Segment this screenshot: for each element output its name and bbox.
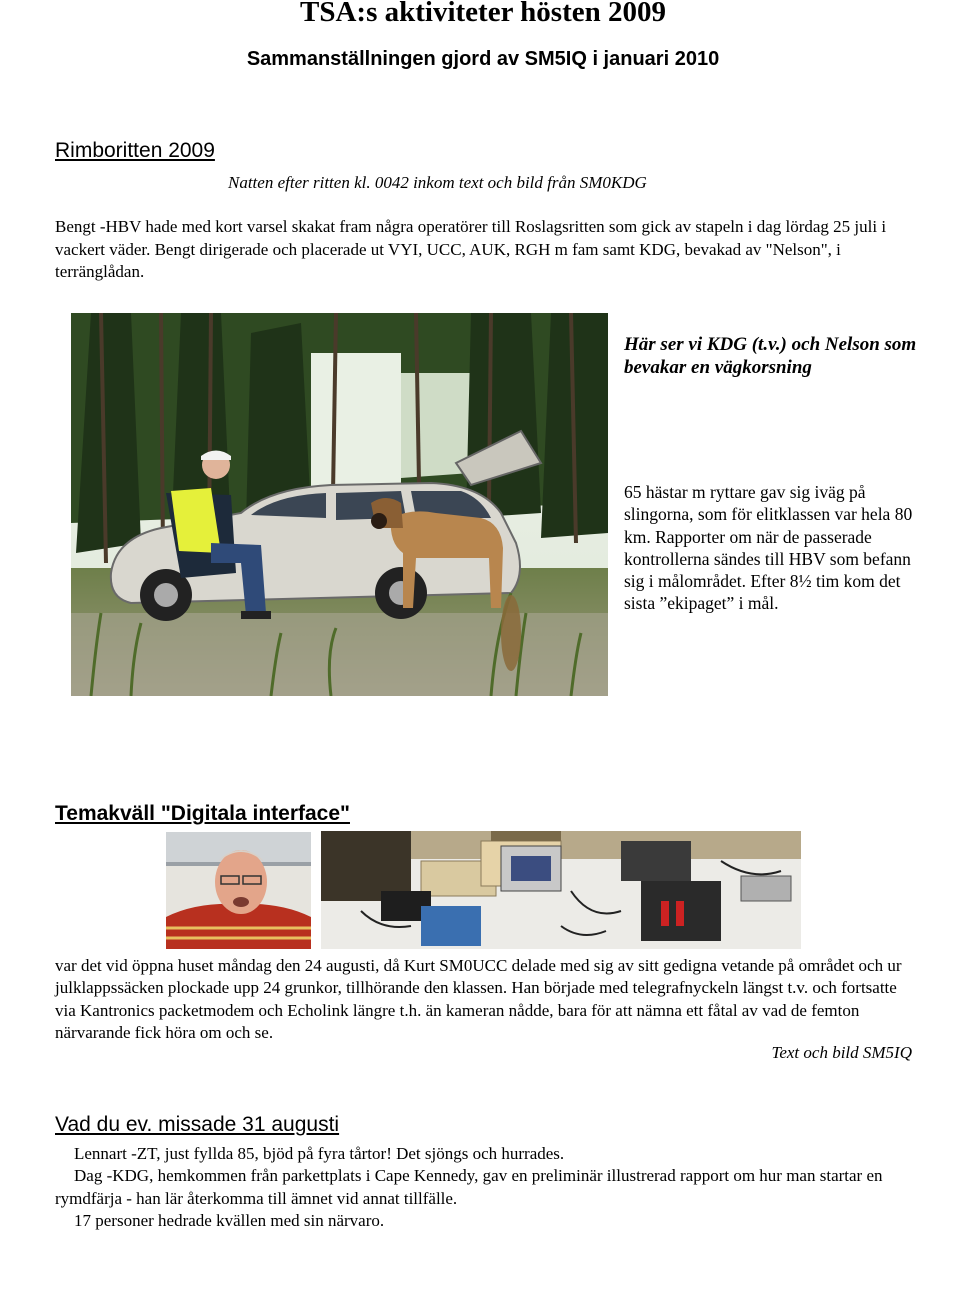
missade-line: Lennart -ZT, just fyllda 85, bjöd på fyra tårtor! Det sjöngs och hurrades. (74, 1144, 565, 1163)
temakvall-credit: Text och bild SM5IQ (771, 1043, 912, 1062)
missade-line: 17 personer hedrade kvällen med sin närvaro. (74, 1210, 385, 1230)
photo-caption: Här ser vi KDG (t.v.) och Nelson som bevakar en vägkorsning (624, 334, 917, 378)
section-heading-temakvall: Temakväll "Digitala interface" (55, 802, 350, 825)
photo-kdg-and-nelson (71, 313, 608, 696)
page-title: TSA:s aktiviteter hösten 2009 (300, 0, 666, 28)
photo-kurt-sm0ucc (166, 832, 311, 949)
rimboritten-source-line: Natten efter ritten kl. 0042 inkom text och bild från SM0KDG (228, 173, 647, 192)
section-heading-missade: Vad du ev. missade 31 augusti (55, 1113, 340, 1136)
section-heading-rimboritten: Rimboritten 2009 (55, 139, 215, 162)
page-subtitle: Sammanställningen gjord av SM5IQ i januari 2010 (246, 48, 720, 70)
missade-line: Dag -KDG, hemkommen från parkettplats i Cape Kennedy, gav en preliminär illustrerad rapport om hur man startar en rymdfärja - han lär återkomma till ämnet vid annat tillfälle. (55, 1166, 883, 1208)
missade-paragraphs (55, 1143, 915, 1232)
photo-digital-interfaces (321, 831, 801, 949)
temakvall-paragraph: var det vid öppna huset måndag den 24 augusti, då Kurt SM0UCC delade med sig av sitt gedigna vetande på området och ur julklappssäcken plockade upp 24 grunkor, tillhörande den klassen. Han började med telegrafnyckeln längst t.v. och fortsatte via Kantronics packetmodem och Echolink längre t.h. än kameran nådde, bara för att nämna ett fåtal av vad de femton närvarande fick höra om och se. (55, 956, 902, 1042)
rimboritten-side-paragraph: 65 hästar m ryttare gav sig iväg på slingorna, som för elitklassen var hela 80 km. Rapporter om när de passerade kontrollerna sändes till HBV som befann sig i målområdet. Efter 8½ tim kom det sista ”ekipaget” i mål. (624, 482, 913, 614)
rimboritten-paragraph: Bengt -HBV hade med kort varsel skakat fram några operatörer till Roslagsritten som gick av stapeln i dag lördag 25 juli i vackert väder. Bengt dirigerade och placerade ut VYI, UCC, AUK, RGH m fam samt KDG, bevakad av "Nelson", i terränglådan. (55, 217, 887, 281)
